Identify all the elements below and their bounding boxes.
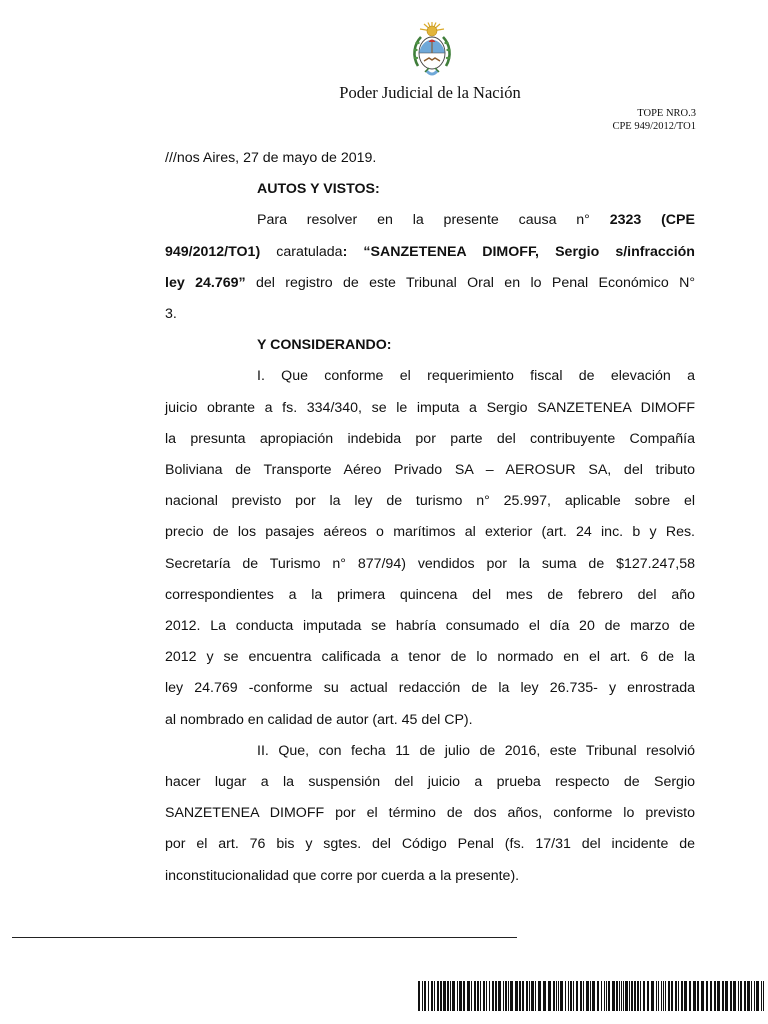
case-ref-line-2: CPE 949/2012/TO1 <box>612 121 696 132</box>
paragraph-case-line-3 <box>165 268 695 299</box>
paragraph-case-line-1 <box>165 205 695 236</box>
paragraph-i-line: I. Que conforme el requerimiento fiscal de elevación a <box>257 368 695 385</box>
institution-name: Poder Judicial de la Nación <box>339 83 521 102</box>
paragraph-case-line-4: 3. <box>165 306 177 323</box>
paragraph-ii-line: hacer lugar a la suspensión del juicio a prueba respecto de Sergio <box>165 774 695 791</box>
colon: : <box>342 243 348 260</box>
case-text: Para resolver en la presente causa n° <box>257 212 590 229</box>
paragraph-i-line: juicio obrante a fs. 334/340, se le imputa a Sergio SANZETENEA DIMOFF <box>165 399 695 416</box>
case-law: ley 24.769” <box>165 274 246 291</box>
registry-text: del registro de este Tribunal Oral en lo Penal Económico N° <box>255 274 695 291</box>
case-title: “SANZETENEA DIMOFF, Sergio s/infracción <box>363 243 695 260</box>
case-ref-line-1: TOPE NRO.3 <box>637 108 696 119</box>
paragraph-i-line: al nombrado en calidad de autor (art. 45 del CP). <box>165 711 473 728</box>
paragraph-ii-line: II. Que, con fecha 11 de julio de 2016, este Tribunal resolvió <box>257 742 695 759</box>
paragraph-i-line: la presunta apropiación indebida por parte del contribuyente Compañía <box>165 430 695 447</box>
paragraph-case-line-2 <box>165 237 695 268</box>
footer-divider <box>12 937 517 938</box>
paragraph-ii-line: inconstitucionalidad que corre por cuerda a la presente). <box>165 867 520 884</box>
case-code: 949/2012/TO1) <box>165 243 261 260</box>
paragraph-i-line: 2012 y se encuentra calificada a tenor de lo normado en el art. 6 de la <box>165 649 695 666</box>
resolution-body <box>165 143 695 892</box>
paragraph-ii-line: por el art. 76 bis y sgtes. del Código Penal (fs. 17/31 del incidente de <box>165 836 695 853</box>
date-line: ///nos Aires, 27 de mayo de 2019. <box>165 150 377 166</box>
caratulada-text: caratulada <box>276 243 343 260</box>
paragraph-i-line: Secretaría de Turismo n° 877/94) vendidos por la suma de $127.247,58 <box>165 555 695 572</box>
case-number: 2323 (CPE <box>609 212 695 229</box>
paragraph-i-line: Boliviana de Transporte Aéreo Privado SA – AEROSUR SA, del tributo <box>165 462 695 479</box>
coat-of-arms-icon <box>409 22 455 84</box>
paragraph-i-line: ley 24.769 -conforme su actual redacción de la ley 26.735- y enrostrada <box>165 680 695 697</box>
paragraph-i-line: 2012. La conducta imputada se habría consumado el día 20 de marzo de <box>165 618 695 635</box>
case-reference <box>612 107 696 133</box>
heading-y-considerando: Y CONSIDERANDO: <box>257 337 392 354</box>
barcode-icon <box>418 981 764 1011</box>
paragraph-i-line: nacional previsto por la ley de turismo n° 25.997, aplicable sobre el <box>165 493 695 510</box>
heading-autos-y-vistos: AUTOS Y VISTOS: <box>257 181 380 198</box>
paragraph-i-line: precio de los pasajes aéreos o marítimos al exterior (art. 24 inc. b y Res. <box>165 524 695 541</box>
paragraph-ii-line: SANZETENEA DIMOFF por el término de dos años, conforme lo previsto <box>165 805 695 822</box>
paragraph-i-line: correspondientes a la primera quincena del mes de febrero del año <box>165 586 695 603</box>
